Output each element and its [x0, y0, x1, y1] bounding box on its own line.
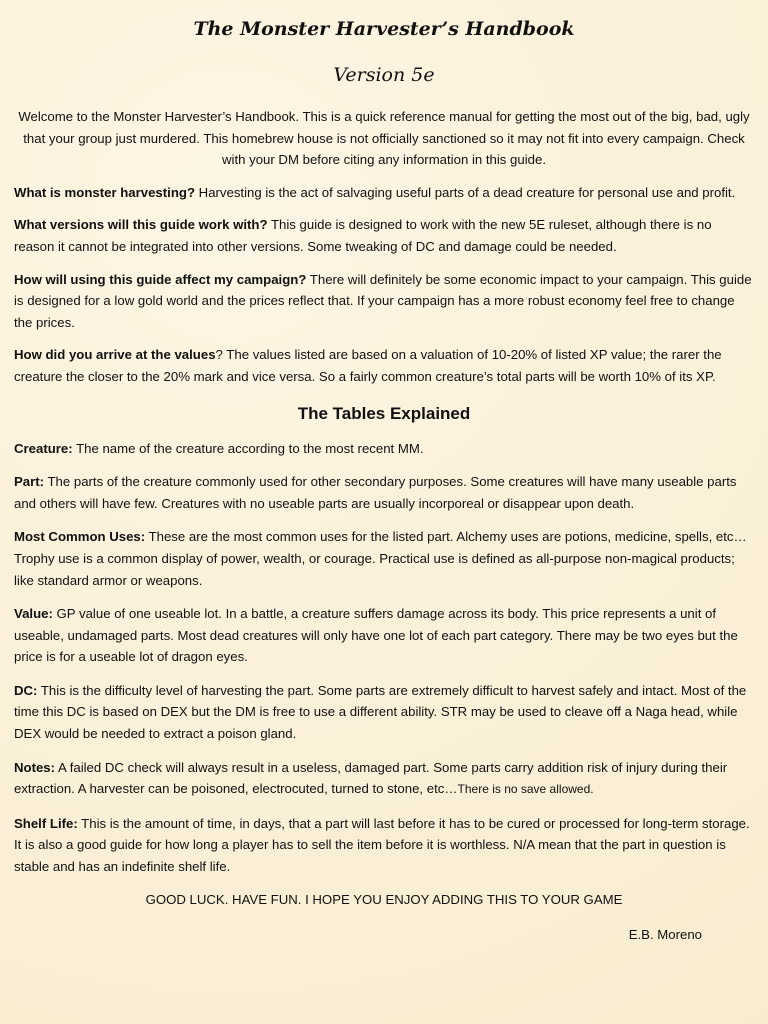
faq-item [14, 214, 754, 257]
faq-item [14, 269, 754, 334]
version-subtitle: Version 5e [333, 64, 435, 86]
term-definition [14, 757, 754, 801]
page-title: The Monster Harvester’s Handbook [193, 18, 575, 40]
term-text: This is the amount of time, in days, that a part will last before it has to be cured or processed for long-term storage. It is also a good guide for how long a player has to sell the item before it is worthless. N/A mean that the part in question is stable and has an indefinite shelf life. [14, 815, 750, 875]
faq-question: What versions will this guide work with? [14, 217, 268, 233]
faq-question: How did you arrive at the values [14, 347, 216, 363]
term-text: A failed DC check will always result in a useless, damaged part. Some parts carry addition risk of injury during their extraction. A harvester can be poisoned, electrocuted, turned to stone, etc… [14, 759, 728, 797]
faq-answer: Harvesting is the act of salvaging useful parts of a dead creature for personal use and profit. [195, 184, 736, 200]
faq-item [14, 344, 754, 387]
term-label: DC: [14, 682, 38, 698]
term-label: Value: [14, 606, 53, 622]
term-definition [14, 813, 754, 878]
faq-item [14, 182, 754, 204]
term-text: These are the most common uses for the listed part. Alchemy uses are potions, medicine, spells, etc… Trophy use is a common display of power, wealth, or courage. Practical use is defined as all-purpose non-magical products; like standard armor or weapons. [14, 529, 747, 588]
faq-answer: ? The values listed are based on a valuation of 10-20% of listed XP value; the rarer the creature the closer to the 20% mark and vice versa. So a fairly common creature’s total parts will be worth 10% of its XP. [14, 347, 722, 384]
faq-answer: There will definitely be some economic impact to your campaign. This guide is designed for a low gold world and the prices reflect that. If your campaign has a more robust economy feel free to change the prices. [14, 271, 752, 330]
author-signature: E.B. Moreno [628, 927, 702, 943]
closing-line: GOOD LUCK. HAVE FUN. I HOPE YOU ENJOY ADDING THIS TO YOUR GAME [145, 891, 623, 907]
term-definition [14, 603, 754, 668]
term-text: This is the difficulty level of harvesting the part. Some parts are extremely difficult to harvest safely and intact. Most of the time this DC is based on DEX but the DM is free to use a different ability. STR may be used to cleave off a Naga head, while DEX would be needed to extract a poison gland. [14, 682, 747, 742]
term-definition [14, 680, 754, 745]
term-text: The parts of the creature commonly used for other secondary purposes. Some creatures will have many useable parts and others will have few. Creatures with no useable parts are usually incorporeal or disappear upon death. [14, 474, 737, 511]
term-label: Part: [14, 474, 45, 490]
term-note: There is no save allowed. [457, 782, 594, 797]
term-text: The name of the creature according to the most recent MM. [72, 440, 424, 456]
intro-paragraph: Welcome to the Monster Harvester’s Handbook. This is a quick reference manual for getting the most out of the big, bad, ugly that your group just murdered. This homebrew house is not officially sanctioned so it may not fit into every campaign. Check with your DM before citing any information in this guide. [18, 109, 750, 168]
faq-question: What is monster harvesting? [14, 184, 195, 200]
faq-question: How will using this guide affect my campaign? [14, 271, 307, 287]
section-heading-tables: The Tables Explained [297, 403, 471, 423]
term-definition [14, 526, 754, 591]
term-definition [14, 471, 754, 514]
term-label: Creature: [14, 440, 73, 456]
faq-answer: This guide is designed to work with the new 5E ruleset, although there is no reason it cannot be integrated into other versions. Some tweaking of DC and damage could be needed. [14, 217, 712, 254]
term-label: Most Common Uses: [14, 529, 146, 545]
term-label: Shelf Life: [14, 815, 78, 831]
term-text: GP value of one useable lot. In a battle, a creature suffers damage across its body. This price represents a unit of useable, undamaged parts. Most dead creatures will only have one lot of each part category. There may be two eyes but the price is for a useable lot of dragon eyes. [14, 606, 738, 665]
term-label: Notes: [14, 759, 56, 775]
term-definition [14, 438, 754, 460]
